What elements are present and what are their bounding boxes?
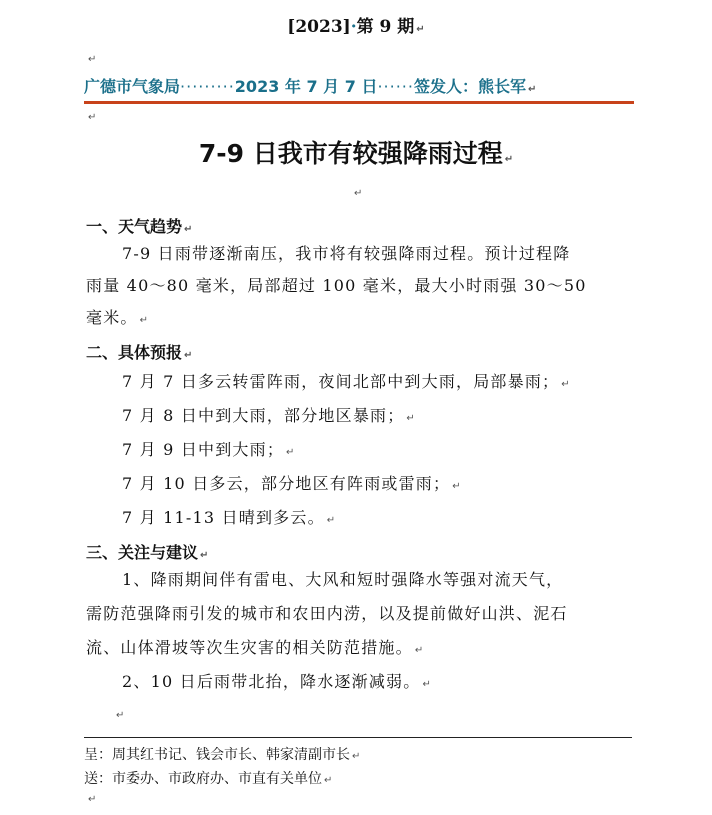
footer-rule	[84, 737, 632, 738]
paragraph-mark-icon: ↵	[352, 751, 361, 762]
section-heading-forecast	[86, 340, 192, 363]
paragraph-mark-icon: ↵	[354, 188, 363, 199]
paragraph-mark-icon: ↵	[88, 794, 97, 805]
paragraph-mark-icon: ↵	[561, 379, 571, 390]
issue-date: 2023 年 7 月 7 日	[234, 77, 378, 96]
leader-dots: ······	[377, 77, 414, 96]
leader-dots: ·········	[180, 77, 235, 96]
document-title	[0, 134, 712, 170]
trend-line-3	[86, 302, 149, 337]
advice-line-4	[122, 666, 432, 701]
forecast-item-text: 7 月 7 日多云转雷阵雨，夜间北部中到大雨，局部暴雨；	[122, 372, 560, 391]
paragraph-mark-icon: ↵	[286, 447, 296, 458]
forecast-item	[122, 468, 462, 503]
paragraph-mark-icon: ↵	[116, 710, 125, 721]
paragraph-mark-icon: ↵	[406, 413, 417, 424]
signer: 签发人：熊长军	[413, 77, 526, 96]
advice-line-3-text: 流、山体滑坡等次生灾害的相关防范措施。	[86, 638, 413, 657]
cc-text: 呈：周其红书记、钱会市长、韩家清副市长	[84, 747, 350, 763]
forecast-item-text: 7 月 10 日多云，部分地区有阵雨或雷雨；	[122, 474, 451, 493]
issuer-org: 广德市气象局	[84, 77, 181, 96]
forecast-item	[122, 366, 571, 401]
issuer-line	[84, 74, 614, 97]
issue-year: [2023]	[287, 17, 351, 37]
advice-line-1: 1、降雨期间伴有雷电、大风和短时强降水等强对流天气，	[122, 570, 564, 589]
red-header-rule	[84, 101, 634, 104]
paragraph-mark-icon: ↵	[414, 645, 425, 656]
paragraph-mark-icon: ↵	[184, 350, 193, 361]
document-title-text: 7-9 日我市有较强降雨过程	[198, 139, 503, 168]
advice-line-2: 需防范强降雨引发的城市和农田内涝，以及提前做好山洪、泥石	[86, 604, 568, 623]
paragraph-mark-icon: ↵	[326, 515, 337, 526]
paragraph-mark-icon: ↵	[139, 315, 150, 326]
advice-line-4-text: 2、10 日后雨带北抬，降水逐渐减弱。	[122, 672, 421, 691]
paragraph-mark-icon: ↵	[527, 84, 537, 95]
issue-no: 第 9 期	[356, 17, 415, 37]
paragraph-mark-icon: ↵	[324, 775, 333, 786]
section-heading-advice	[86, 540, 208, 563]
forecast-item-text: 7 月 11-13 日晴到多云。	[122, 508, 325, 527]
advice-line-3	[86, 632, 424, 667]
section-heading-trend	[86, 214, 192, 237]
paragraph-mark-icon: ↵	[88, 112, 97, 123]
section-heading-text: 二、具体预报	[86, 343, 183, 362]
to-recipients	[84, 768, 332, 788]
paragraph-mark-icon: ↵	[200, 550, 209, 561]
to-text: 送：市委办、市政府办、市直有关单位	[84, 771, 322, 787]
paragraph-mark-icon: ↵	[416, 24, 425, 35]
trend-line-2: 雨量 40～80 毫米，局部超过 100 毫米，最大小时雨强 30～50	[86, 276, 587, 295]
forecast-item	[122, 434, 296, 469]
forecast-item-text: 7 月 9 日中到大雨；	[122, 440, 285, 459]
paragraph-mark-icon: ↵	[88, 54, 97, 65]
forecast-item	[122, 502, 336, 537]
cc-recipients	[84, 744, 360, 764]
forecast-item	[122, 400, 416, 435]
issue-number	[0, 12, 712, 37]
paragraph-mark-icon: ↵	[184, 224, 193, 235]
forecast-item-text: 7 月 8 日中到大雨，部分地区暴雨；	[122, 406, 405, 425]
trend-line-1: 7-9 日雨带逐渐南压，我市将有较强降雨过程。预计过程降	[122, 244, 571, 263]
paragraph-mark-icon: ↵	[504, 154, 514, 165]
paragraph-mark-icon: ↵	[452, 481, 462, 492]
separator-dot: ·	[350, 17, 357, 37]
trend-line-3-text: 毫米。	[86, 308, 138, 327]
paragraph-mark-icon: ↵	[422, 679, 433, 690]
section-heading-text: 三、关注与建议	[86, 543, 199, 562]
section-heading-text: 一、天气趋势	[86, 217, 183, 236]
